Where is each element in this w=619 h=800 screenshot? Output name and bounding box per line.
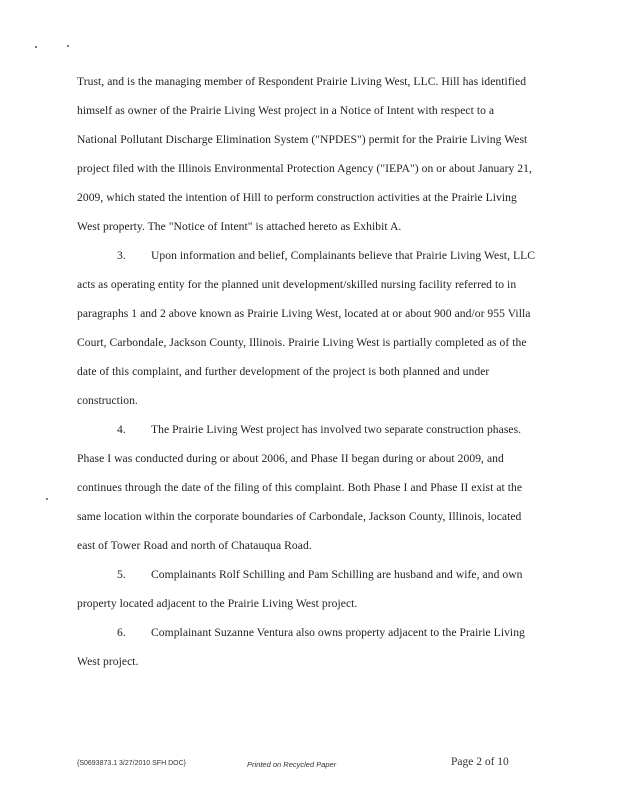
body-line: acts as operating entity for the planned unit development/skilled nursing facility referred to in [77, 278, 517, 291]
body-line: Phase I was conducted during or about 2006, and Phase II began during or about 2009, and [77, 452, 504, 465]
paragraph-text: Upon information and belief, Complainants believe that Prairie Living West, LLC [151, 249, 536, 262]
body-line: paragraphs 1 and 2 above known as Prairie Living West, located at or about 900 and/or 955 Villa [77, 307, 531, 320]
paragraph-first-line [77, 249, 547, 263]
body-line: National Pollutant Discharge Elimination System ("NPDES") permit for the Prairie Living West [77, 133, 528, 146]
body-line: 2009, which stated the intention of Hill to perform construction activities at the Prairie Living [77, 191, 517, 204]
body-line: construction. [77, 394, 138, 407]
paragraph-number: 4. [117, 423, 126, 436]
paragraph-first-line [77, 626, 547, 640]
paragraph-first-line [77, 423, 547, 437]
body-line: Court, Carbondale, Jackson County, Illinois. Prairie Living West is partially completed as of the [77, 336, 527, 349]
body-line: east of Tower Road and north of Chatauqua Road. [77, 539, 312, 552]
body-line: West project. [77, 655, 139, 668]
body-line: date of this complaint, and further development of the project is both planned and under [77, 365, 490, 378]
paragraph-number: 5. [117, 568, 126, 581]
footer-recycled-note: Printed on Recycled Paper [247, 760, 337, 769]
body-line: same location within the corporate boundaries of Carbondale, Jackson County, Illinois, located [77, 510, 522, 523]
paragraph-text: Complainant Suzanne Ventura also owns property adjacent to the Prairie Living [151, 626, 525, 639]
body-line: property located adjacent to the Prairie Living West project. [77, 597, 358, 610]
scan-speck [46, 498, 48, 500]
scan-speck [67, 45, 69, 47]
body-line: Trust, and is the managing member of Respondent Prairie Living West, LLC. Hill has identified [77, 75, 527, 88]
body-line: project filed with the Illinois Environmental Protection Agency ("IEPA") on or about January 21, [77, 162, 532, 175]
paragraph-first-line [77, 568, 547, 582]
paragraph-number: 6. [117, 626, 126, 639]
paragraph-number: 3. [117, 249, 126, 262]
page-number: Page 2 of 10 [451, 756, 509, 768]
paragraph-text: The Prairie Living West project has involved two separate construction phases. [151, 423, 522, 436]
scan-speck [35, 46, 37, 48]
paragraph-text: Complainants Rolf Schilling and Pam Schilling are husband and wife, and own [151, 568, 523, 581]
body-line: continues through the date of the filing of this complaint. Both Phase I and Phase II exist at the [77, 481, 523, 494]
body-line: West property. The "Notice of Intent" is attached hereto as Exhibit A. [77, 220, 402, 233]
body-line: himself as owner of the Prairie Living West project in a Notice of Intent with respect to a [77, 104, 495, 117]
footer-document-id: {S0693873.1 3/27/2010 SFH DOC} [77, 760, 186, 767]
